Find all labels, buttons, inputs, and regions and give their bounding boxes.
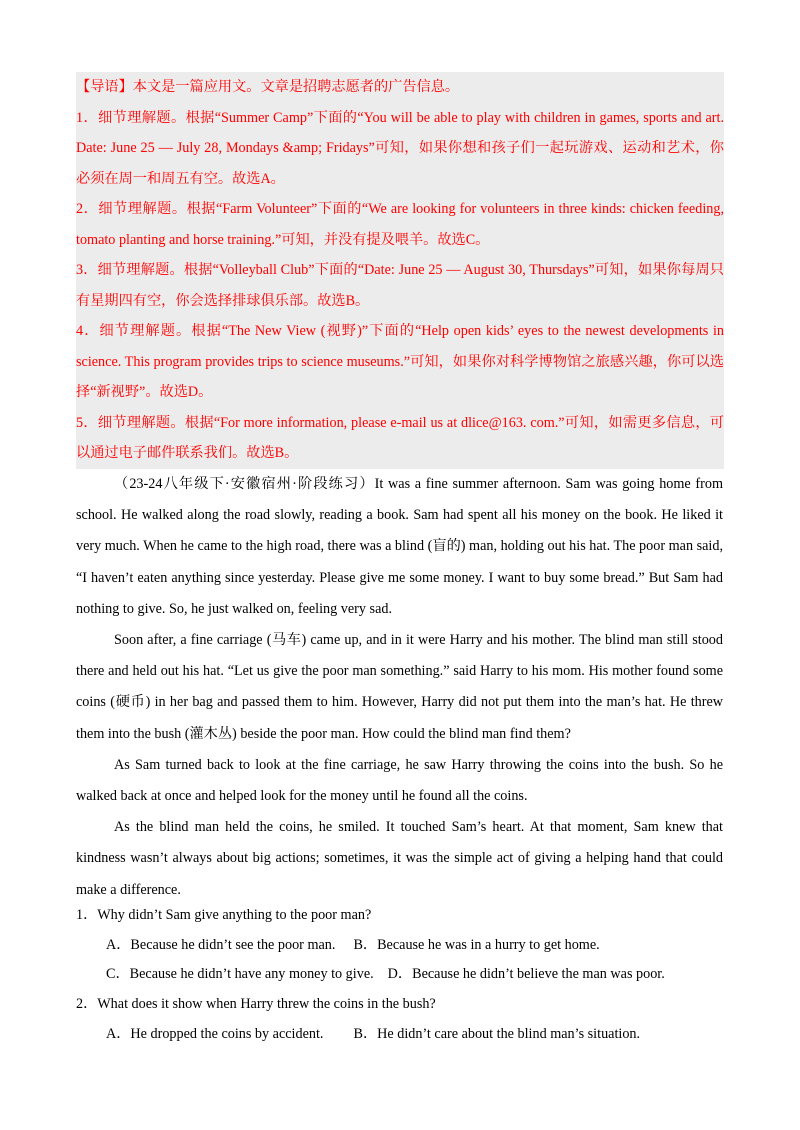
option-c[interactable]: C．Because he didn’t have any money to give.	[106, 966, 374, 983]
option-row	[76, 1020, 723, 1050]
passage-paragraph: As Sam turned back to look at the fine carriage, he saw Harry throwing the coins into the bush. So he walked back at once and helped look for the money until he found all the coins.	[76, 756, 723, 805]
option-row	[76, 960, 723, 990]
option-a[interactable]: A．He dropped the coins by accident.	[106, 1025, 324, 1042]
reading-passage	[76, 469, 723, 906]
option-a[interactable]: A．Because he didn’t see the poor man.	[106, 936, 336, 953]
option-b[interactable]: B．Because he was in a hurry to get home.	[353, 936, 600, 953]
option-b[interactable]: B．He didn’t care about the blind man’s situation.	[353, 1025, 641, 1042]
question-stem: 1．Why didn’t Sam give anything to the poor man?	[76, 907, 372, 923]
passage-paragraph: As the blind man held the coins, he smiled. It touched Sam’s heart. At that moment, Sam knew that kindness wasn’t always about big actions; sometimes, it was the simple act of giving a helping hand that could make a difference.	[76, 819, 723, 898]
questions-section	[76, 901, 723, 1050]
option-d[interactable]: D．Because he didn’t believe the man was poor.	[387, 966, 665, 983]
answer-explanation-box	[76, 72, 724, 469]
answer-item: 1．细节理解题。根据“Summer Camp”下面的“You will be able to play with children in games, sports and art. Date: June 25 — July 28, Mondays &amp; Fridays”可知，如果你想和孩子们一起玩游戏、运动和艺术，你必须在周一和周五有空。故选A。	[76, 109, 724, 187]
answer-item: 5．细节理解题。根据“For more information, please e-mail us at dlice@163. com.”可知，如需更多信息，可以通过电子邮件联系我们。故选B。	[76, 414, 724, 461]
answer-item: 2．细节理解题。根据“Farm Volunteer”下面的“We are looking for volunteers in three kinds: chicken feeding, tomato planting and horse training.”可知，并没有提及喂羊。故选C。	[76, 201, 724, 248]
answer-item: 4．细节理解题。根据“The New View (视野)”下面的“Help open kids’ eyes to the newest developments in science. This program provides trips to science museums.”可知，如果你对科学博物馆之旅感兴趣，你可以选择“新视野”。故选D。	[76, 323, 724, 400]
answer-intro: 【导语】本文是一篇应用文。文章是招聘志愿者的广告信息。	[76, 79, 460, 95]
passage-paragraph: Soon after, a fine carriage (马车) came up, and in it were Harry and his mother. The blind man still stood there and held out his hat. “Let us give the poor man something.” said Harry to his mom. His mother found some coins (硬币) in her bag and passed them to him. However, Harry did not put them into the man’s hat. He threw them into the bush (灌木丛) beside the poor man. How could the blind man find them?	[76, 632, 723, 742]
option-row	[76, 931, 723, 961]
question-stem: 2．What does it show when Harry threw the coins in the bush?	[76, 996, 436, 1013]
passage-paragraph: （23-24八年级下·安徽宿州·阶段练习）It was a fine summer afternoon. Sam was going home from school. He walked along the road slowly, reading a book. Sam had spent all his money on the book. He liked it very much. When he came to the high road, there was a blind (盲的) man, holding out his hat. The poor man said, “I haven’t eaten anything since yesterday. Please give me some money. I want to buy some bread.” But Sam had nothing to give. So, he just walked on, feeling very sad.	[76, 476, 723, 617]
answer-item: 3．细节理解题。根据“Volleyball Club”下面的“Date: June 25 — August 30, Thursdays”可知，如果你每周只有星期四有空，你会选择排球俱乐部。故选B。	[76, 262, 724, 309]
